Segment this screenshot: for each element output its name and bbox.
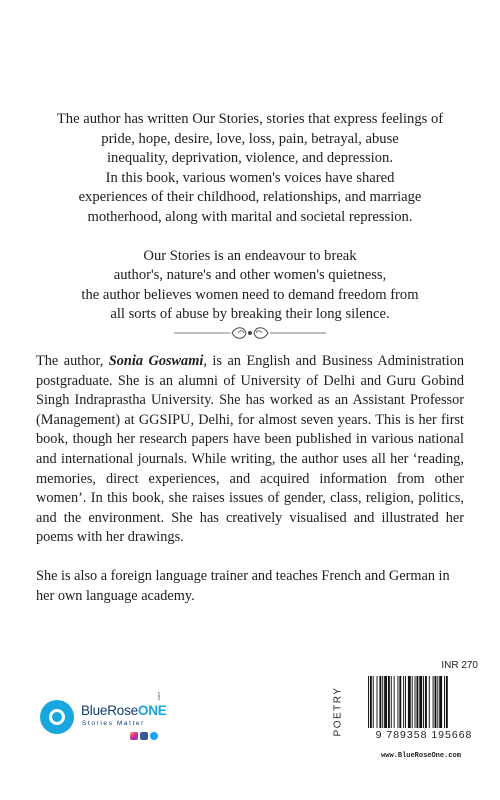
bio-paragraph-2: She is also a foreign language trainer and teaches French and German in her own language academy. bbox=[36, 567, 450, 604]
blurb-line: pride, hope, desire, love, loss, pain, betrayal, abuse bbox=[101, 130, 399, 147]
publisher-tagline: Stories Matter bbox=[82, 720, 145, 727]
publisher-name-part2: ONE bbox=[137, 703, 167, 718]
bio-prefix: The author, bbox=[36, 353, 109, 369]
bio-paragraph-1 bbox=[36, 352, 464, 548]
blurb-paragraph-2 bbox=[20, 247, 480, 325]
blurb-line: experiences of their childhood, relationships, and marriage bbox=[78, 189, 422, 206]
blurb-paragraph-1 bbox=[20, 110, 480, 228]
barcode-bar bbox=[377, 676, 378, 728]
barcode-bar bbox=[373, 676, 374, 728]
barcode-bar bbox=[403, 676, 404, 728]
barcode-bar bbox=[408, 676, 411, 728]
barcode-bar bbox=[384, 676, 387, 728]
blurb-line: inequality, deprivation, violence, and depression. bbox=[107, 150, 393, 167]
blurb-line: the author believes women need to demand freedom from bbox=[81, 286, 419, 303]
blurb-line: The author has written Our Stories, stories that express feelings of bbox=[56, 111, 444, 127]
barcode-bar bbox=[419, 676, 422, 728]
publisher-dotcom: .com bbox=[156, 692, 161, 701]
barcode-bar bbox=[399, 676, 401, 728]
genre-text: POETRY bbox=[332, 686, 344, 737]
price-label: INR 270 bbox=[441, 660, 478, 671]
barcode-bar bbox=[397, 676, 398, 728]
blurb bbox=[20, 110, 480, 325]
barcode-bar bbox=[416, 676, 418, 728]
isbn-barcode bbox=[366, 676, 482, 728]
facebook-icon bbox=[140, 732, 148, 740]
barcode-bar bbox=[405, 676, 406, 728]
barcode-bar bbox=[423, 676, 424, 728]
genre-label bbox=[329, 688, 347, 738]
divider-ornament bbox=[174, 324, 326, 342]
publisher-website: www.BlueRoseOne.com bbox=[381, 752, 461, 760]
publisher-name bbox=[81, 703, 167, 718]
social-icons bbox=[130, 732, 158, 741]
barcode-bar bbox=[368, 676, 369, 728]
barcode-bar bbox=[446, 676, 448, 728]
bluerose-logo-icon bbox=[40, 700, 74, 734]
barcode-bar bbox=[394, 676, 395, 728]
blurb-line: motherhood, along with marital and societal repression. bbox=[87, 208, 413, 225]
isbn-number: 9 789358 195668 bbox=[375, 729, 473, 741]
barcode-bar bbox=[429, 676, 430, 728]
instagram-icon bbox=[130, 732, 138, 740]
publisher-name-part1: BlueRose bbox=[81, 703, 138, 718]
barcode-bar bbox=[444, 676, 445, 728]
barcode-bar bbox=[439, 676, 442, 728]
barcode-bar bbox=[379, 676, 381, 728]
barcode-bar bbox=[388, 676, 390, 728]
barcode-bar bbox=[370, 676, 372, 728]
twitter-icon bbox=[150, 732, 158, 740]
barcode-bar bbox=[382, 676, 383, 728]
publisher-logo bbox=[40, 692, 200, 748]
barcode-bar bbox=[412, 676, 413, 728]
barcode-bar bbox=[391, 676, 392, 728]
bio-body: , is an English and Business Administration postgraduate. She is an alumni of University of Delhi and Guru Gobind Singh Indraprastha University. She has worked as an Assistant Professor (Management) at GGSIPU, Delhi, for almost seven years. This is her first book, though her research papers have been published in various national and international journals. While writing, the author uses all her ‘reading, memories, direct experiences, and acquired information from other women’. In this book, she raises issues of gender, class, religion, politics, and the environment. She has creatively visualised and illustrated her poems with her drawings. bbox=[36, 353, 464, 546]
barcode-bar bbox=[433, 676, 434, 728]
barcode-bar bbox=[425, 676, 427, 728]
author-bio bbox=[36, 352, 464, 606]
blurb-line: all sorts of abuse by breaking their long silence. bbox=[110, 306, 390, 323]
blurb-line: In this book, various women's voices have shared bbox=[105, 169, 395, 186]
barcode-bar bbox=[437, 676, 438, 728]
blurb-line: Our Stories is an endeavour to break bbox=[143, 247, 357, 264]
barcode-bar bbox=[415, 676, 416, 728]
blurb-line: author's, nature's and other women's quietness, bbox=[113, 267, 387, 284]
author-name: Sonia Goswami bbox=[108, 353, 204, 369]
barcode-bar bbox=[435, 676, 437, 728]
